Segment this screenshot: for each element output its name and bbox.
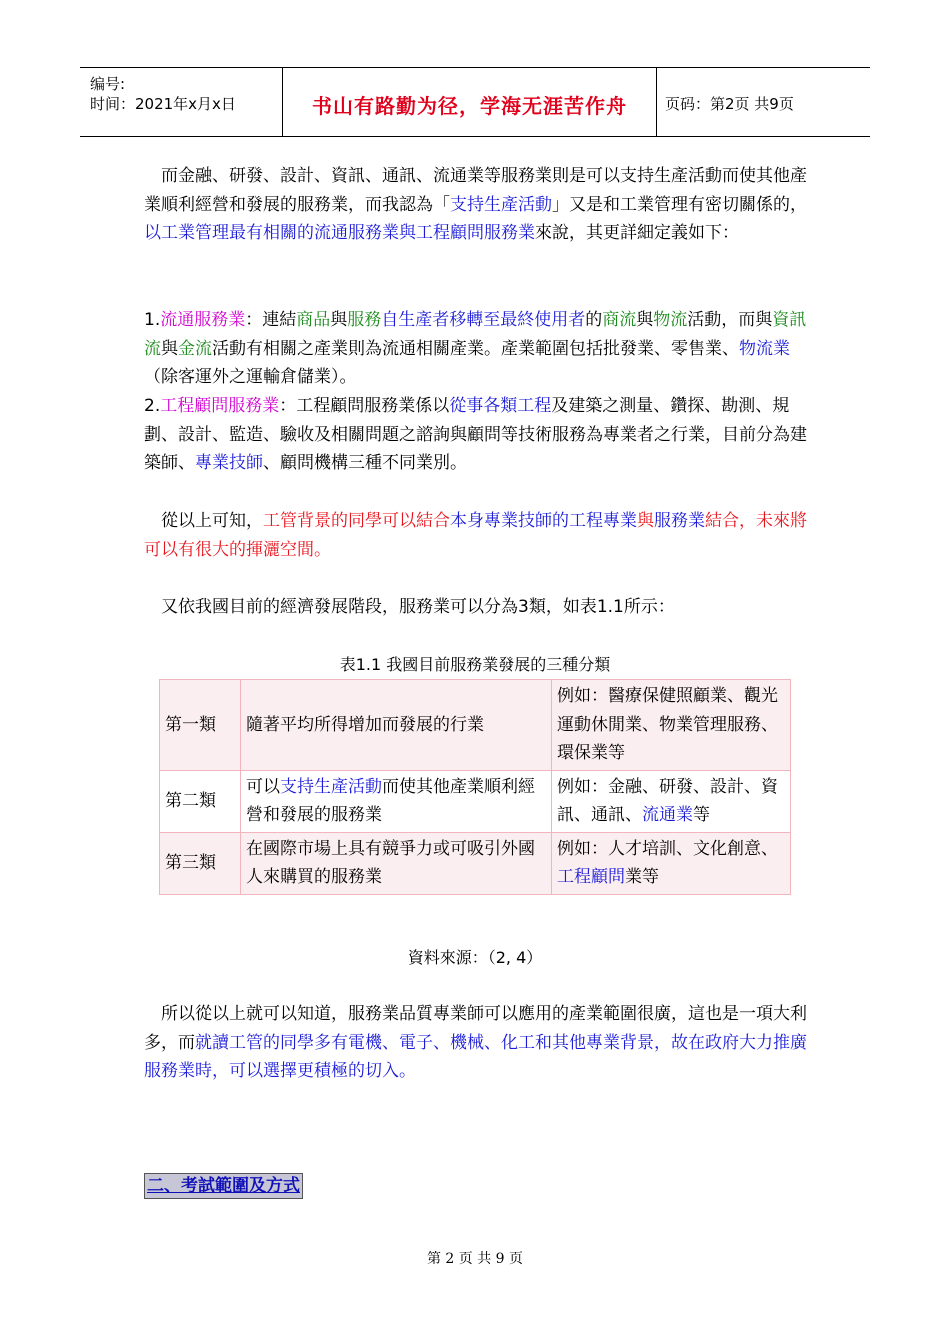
- intro-text: 」又是和工業管理有密切關係的，: [552, 194, 807, 215]
- def-text: 與: [161, 338, 178, 359]
- intro-highlight: 支持生產活動: [450, 194, 552, 215]
- header-motto-cell: [283, 68, 657, 136]
- conclusion-highlight: 工管背景的同學可以結合: [263, 511, 450, 531]
- def-highlight: 物流: [653, 310, 688, 330]
- page-label: 页码：第2页 共9页: [665, 95, 794, 113]
- def-text: 活動有相關之產業則為流通相關產業。產業範圍包括批發業、零售業、: [212, 338, 739, 359]
- def-highlight: 資訊流: [144, 310, 807, 359]
- cell-text: 例如：人才培訓、文化創意、: [557, 838, 778, 859]
- def-highlight: 商品: [296, 310, 331, 330]
- closing-paragraph: [144, 1000, 814, 1086]
- cell-highlight: 流通業: [642, 805, 693, 825]
- def-text: ：工程顧問服務業係以: [279, 396, 450, 416]
- def-highlight: 自生產者移轉至最終使用者: [381, 310, 586, 330]
- table-cell-example: [552, 770, 791, 832]
- conclusion-text: 從以上可知，: [144, 511, 263, 531]
- def-highlight: 專業技師: [195, 453, 263, 473]
- table-cell-category: 第一類: [160, 680, 241, 771]
- def-highlight: 從事各類工程: [449, 396, 552, 416]
- motto: 书山有路勤为径，学海无涯苦作舟: [312, 94, 627, 118]
- def-text: 與: [636, 310, 654, 330]
- section-heading[interactable]: 二、考試範圍及方式: [144, 1173, 303, 1199]
- table-cell-category: 第三類: [160, 832, 241, 894]
- cell-text: 等: [693, 805, 710, 825]
- table-row: [160, 770, 791, 832]
- cell-text: 可以: [246, 776, 280, 797]
- table-cell-description: 隨著平均所得增加而發展的行業: [241, 680, 552, 771]
- table-cell-description: [241, 770, 552, 832]
- table-cell-example: [552, 832, 791, 894]
- conclusion-paragraph: [144, 507, 814, 564]
- closing-highlight: 就讀工管的同學多有電機、電子、機械、化工和其他專業背景，故在政府大力推廣服務業時，可以選擇更積極的切入。: [144, 1032, 807, 1081]
- cell-text: 例如：金融、研發、設計、資訊、通訊、: [557, 776, 778, 825]
- date-label: 时间：2021年x月x日: [90, 95, 236, 113]
- def-highlight: 物流業: [739, 338, 790, 359]
- table-row: [160, 680, 791, 771]
- cell-text: 業等: [625, 867, 659, 887]
- def-text: 、顧問機構三種不同業別。: [263, 453, 467, 473]
- def-number: 1.: [144, 310, 161, 330]
- closing-text: 所以從以上就可以知道，服務業品質專業師可以應用的產業範圍很廣，這也是一項大利多，而: [144, 1004, 807, 1053]
- def-text: 與: [330, 310, 348, 330]
- def-highlight: 商流: [602, 310, 637, 330]
- def-text: 活動，而與: [687, 310, 773, 330]
- document-header: [80, 67, 870, 137]
- def-text: 及建築之測量、鑽探、勘測、規劃、設計、監造、驗收及相關問題之諮詢與顧問等技術服務為專業者之行業，目前分為建築師、: [144, 396, 807, 473]
- intro-highlight: 以工業管理最有相關的流通服務業與工程顧問服務業: [144, 223, 535, 243]
- definition-2: [144, 392, 814, 478]
- cell-text: 而使其他產業順利經營和發展的服務業: [246, 776, 535, 825]
- cell-highlight: 支持生產活動: [280, 776, 382, 797]
- def-text: 的: [585, 310, 603, 330]
- conclusion-highlight: 本身專業技師的工程專業: [450, 511, 637, 531]
- conclusion-highlight: 服務業: [654, 511, 705, 531]
- cell-highlight: 工程顧問: [557, 867, 625, 887]
- classification-table: [159, 679, 791, 895]
- table-cell-example: 例如：醫療保健照顧業、觀光運動休閒業、物業管理服務、環保業等: [552, 680, 791, 771]
- conclusion-highlight: 結合，未來將可以有很大的揮灑空間。: [144, 511, 807, 560]
- def-term: 流通服務業: [160, 310, 246, 330]
- table-caption: 表1.1 我國目前服務業發展的三種分類: [339, 655, 611, 674]
- def-text: （除客運外之運輸倉儲業）。: [144, 367, 357, 387]
- intro-text: 來說，其更詳細定義如下：: [535, 223, 739, 243]
- code-label: 编号:: [90, 75, 126, 93]
- def-term: 工程顧問服務業: [160, 396, 280, 416]
- definition-1: [144, 306, 814, 392]
- def-highlight: 金流: [178, 338, 212, 359]
- page-footer: 第 2 页 共 9 页: [426, 1251, 524, 1267]
- header-page-cell: [657, 68, 870, 136]
- def-text: ：連結: [245, 310, 297, 330]
- header-meta-cell: [80, 68, 283, 136]
- def-number: 2.: [144, 396, 161, 416]
- def-highlight: 服務: [347, 310, 382, 330]
- conclusion-highlight: 與: [637, 511, 654, 531]
- table-source: 資料來源：（2, 4）: [407, 948, 543, 967]
- transition-paragraph: 又依我國目前的經濟發展階段，服務業可以分為3類，如表1.1所示：: [144, 597, 675, 617]
- table-row: [160, 832, 791, 894]
- intro-paragraph: [144, 162, 814, 248]
- intro-text: 而金融、研發、設計、資訊、通訊、流通業等服務業則是可以支持生產活動而使其他產業順利經營和發展的服務業，而我認為「: [144, 166, 807, 215]
- table-cell-description: 在國際市場上具有競爭力或可吸引外國人來購買的服務業: [241, 832, 552, 894]
- table-cell-category: 第二類: [160, 770, 241, 832]
